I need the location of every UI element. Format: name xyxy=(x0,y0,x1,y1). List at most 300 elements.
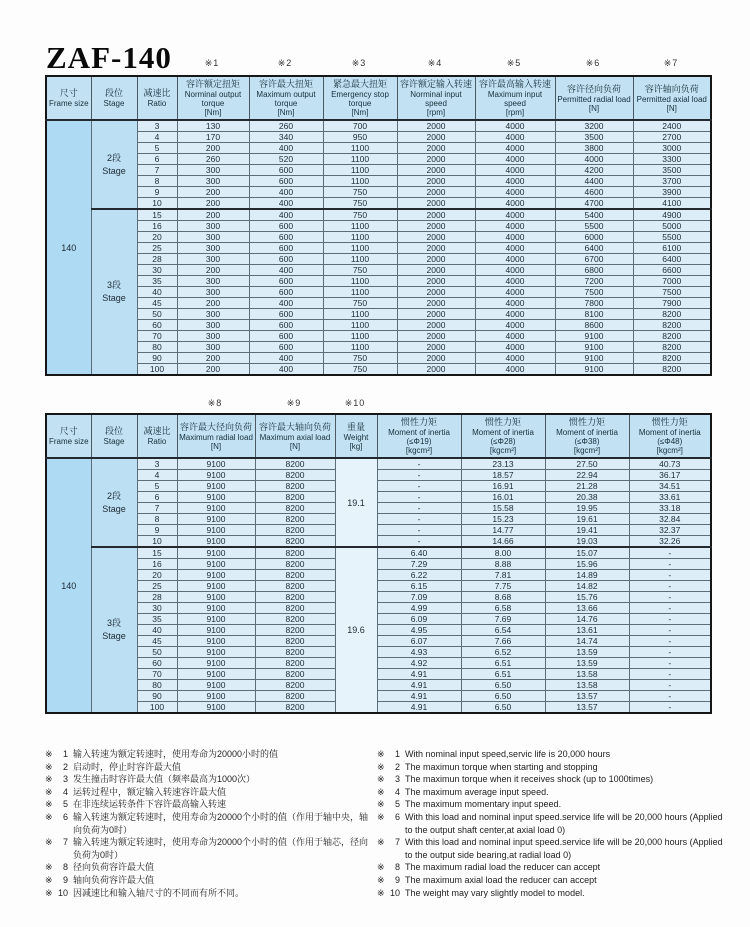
ratio-cell: 4 xyxy=(137,470,177,481)
ratio-cell: 5 xyxy=(137,143,177,154)
header-unit: [N] xyxy=(666,103,677,113)
ratio-cell: 10 xyxy=(137,536,177,548)
header-en: Moment of inertia xyxy=(388,428,450,437)
value-cell: 8200 xyxy=(255,492,335,503)
weight-cell: 19.1 xyxy=(335,458,377,547)
table-row xyxy=(46,514,711,525)
value-cell: 3800 xyxy=(555,143,633,154)
table-row xyxy=(46,243,711,254)
value-cell: 4000 xyxy=(475,265,555,276)
ref-symbol: ※ xyxy=(377,837,385,848)
table-row xyxy=(46,669,711,680)
ratio-cell: 90 xyxy=(137,353,177,364)
value-cell: 8200 xyxy=(255,559,335,570)
header-cn: 惯性力矩 xyxy=(651,417,688,427)
footnote xyxy=(377,773,725,786)
value-cell: 1100 xyxy=(323,309,397,320)
table-row xyxy=(46,458,711,470)
ratio-cell: 60 xyxy=(137,320,177,331)
ratio-cell: 70 xyxy=(137,669,177,680)
value-cell: 1100 xyxy=(323,143,397,154)
value-cell: 14.82 xyxy=(545,581,629,592)
value-cell: 8200 xyxy=(255,581,335,592)
value-cell: - xyxy=(629,603,711,614)
value-cell: 14.76 xyxy=(545,614,629,625)
value-cell: 8200 xyxy=(255,547,335,559)
value-cell: 520 xyxy=(249,154,323,165)
value-cell: 9100 xyxy=(177,536,255,548)
table-row xyxy=(46,287,711,298)
table-row xyxy=(46,198,711,210)
value-cell: 9100 xyxy=(555,342,633,353)
value-cell: 3500 xyxy=(633,165,711,176)
weight-cell: 19.6 xyxy=(335,547,377,713)
ratio-cell: 3 xyxy=(137,458,177,470)
value-cell: 9100 xyxy=(177,458,255,470)
footnote xyxy=(45,798,373,811)
header-en: Weight xyxy=(343,432,369,442)
table-row xyxy=(46,143,711,154)
ratio-cell: 40 xyxy=(137,287,177,298)
ref-symbol: ※ xyxy=(45,749,53,759)
column-header xyxy=(475,76,555,120)
value-cell: 8200 xyxy=(255,536,335,548)
value-cell: 6.40 xyxy=(377,547,461,559)
value-cell: 400 xyxy=(249,364,323,376)
value-cell: 200 xyxy=(177,143,249,154)
value-cell: 21.28 xyxy=(545,481,629,492)
value-cell: 600 xyxy=(249,309,323,320)
ref-symbol: ※ xyxy=(377,811,385,822)
header-row xyxy=(46,414,711,458)
header-diameter: (≤Φ38) xyxy=(574,437,600,446)
stage-cell xyxy=(91,209,137,375)
value-cell: - xyxy=(629,636,711,647)
value-cell: 2000 xyxy=(397,176,475,187)
value-cell: 14.77 xyxy=(461,525,545,536)
footnote xyxy=(45,773,373,786)
value-cell: 8200 xyxy=(255,603,335,614)
footnote-text: 径向负荷容许最大值 xyxy=(73,862,155,873)
value-cell: 6400 xyxy=(633,254,711,265)
ratio-cell: 60 xyxy=(137,658,177,669)
header-en: Ratio xyxy=(147,437,167,446)
value-cell: 15.76 xyxy=(545,592,629,603)
ratio-cell: 35 xyxy=(137,276,177,287)
header-cn: 尺寸 xyxy=(59,88,78,98)
value-cell: 9100 xyxy=(177,614,255,625)
value-cell: 2000 xyxy=(397,120,475,132)
header-en: Ratio xyxy=(147,99,167,108)
value-cell: 13.57 xyxy=(545,691,629,702)
table-row xyxy=(46,132,711,143)
value-cell: 7000 xyxy=(633,276,711,287)
ref-symbol: ※ xyxy=(45,761,53,772)
value-cell: 1100 xyxy=(323,331,397,342)
ref-mark: ※9 xyxy=(286,398,302,408)
header-unit: [N] xyxy=(210,441,222,451)
ratio-cell: 25 xyxy=(137,581,177,592)
footnote xyxy=(45,874,373,887)
value-cell: 2000 xyxy=(397,342,475,353)
value-cell: 9100 xyxy=(177,636,255,647)
value-cell: 4000 xyxy=(475,209,555,221)
value-cell: 200 xyxy=(177,353,249,364)
value-cell: - xyxy=(629,647,711,658)
value-cell: 8200 xyxy=(255,592,335,603)
value-cell: 7900 xyxy=(633,298,711,309)
ref-symbol: ※ xyxy=(377,887,385,898)
table-row xyxy=(46,276,711,287)
torque-speed-table xyxy=(45,75,712,376)
ratio-cell: 28 xyxy=(137,592,177,603)
header-cn: 容许轴向负荷 xyxy=(644,83,699,94)
ref-symbol: ※ xyxy=(45,786,53,797)
value-cell: 1100 xyxy=(323,154,397,165)
value-cell: - xyxy=(629,625,711,636)
column-header xyxy=(461,414,545,458)
table-row xyxy=(46,120,711,132)
table-row xyxy=(46,625,711,636)
footnote-number: 8 xyxy=(62,862,68,873)
ratio-cell: 25 xyxy=(137,243,177,254)
ref-mark: ※1 xyxy=(204,58,220,68)
footnote-text: The weight may vary slightly model to model. xyxy=(405,887,585,898)
frame-size-cell: 140 xyxy=(46,458,91,713)
ratio-cell: 16 xyxy=(137,221,177,232)
value-cell: 4000 xyxy=(475,342,555,353)
value-cell: 16.91 xyxy=(461,481,545,492)
value-cell: 7500 xyxy=(633,287,711,298)
value-cell: 8200 xyxy=(255,691,335,702)
value-cell: 2000 xyxy=(397,187,475,198)
value-cell: 3500 xyxy=(555,132,633,143)
value-cell: 600 xyxy=(249,176,323,187)
value-cell: 340 xyxy=(249,132,323,143)
header-cn: 容许额定输入转速 xyxy=(399,79,472,89)
value-cell: 600 xyxy=(249,232,323,243)
value-cell: 200 xyxy=(177,209,249,221)
footnote xyxy=(45,761,373,774)
ratio-cell: 28 xyxy=(137,254,177,265)
value-cell: 2000 xyxy=(397,209,475,221)
value-cell: 2000 xyxy=(397,309,475,320)
value-cell: 4000 xyxy=(475,309,555,320)
footnote xyxy=(377,798,725,811)
footnote xyxy=(45,748,373,761)
value-cell: 7.69 xyxy=(461,614,545,625)
footnote-number: 10 xyxy=(57,887,68,898)
footnote-text: 输入转速为额定转速时，使用寿命为20000个小时的值（作用于轴芯，径向负荷为0时） xyxy=(73,837,369,860)
value-cell: 4000 xyxy=(475,120,555,132)
footnote xyxy=(45,786,373,799)
ratio-cell: 100 xyxy=(137,702,177,714)
value-cell: 5000 xyxy=(633,221,711,232)
value-cell: 9100 xyxy=(177,470,255,481)
value-cell: 33.61 xyxy=(629,492,711,503)
value-cell: 19.03 xyxy=(545,536,629,548)
value-cell: - xyxy=(629,658,711,669)
value-cell: 300 xyxy=(177,243,249,254)
footnote xyxy=(45,811,373,836)
value-cell: 1100 xyxy=(323,176,397,187)
value-cell: 3000 xyxy=(633,143,711,154)
value-cell: 4000 xyxy=(475,232,555,243)
value-cell: 15.96 xyxy=(545,559,629,570)
footnote-number: 9 xyxy=(62,874,68,885)
page-title: ZAF-140 xyxy=(46,40,172,75)
column-header xyxy=(177,414,255,458)
footnote-text: 输入转速为额定转速时，使用寿命为20000小时的值 xyxy=(73,749,279,759)
footnote-text: 轴向负荷容许最大值 xyxy=(73,874,155,885)
footnote-text: The maximum average input speed. xyxy=(405,786,549,797)
header-cn: 减速比 xyxy=(143,426,171,436)
value-cell: 600 xyxy=(249,287,323,298)
column-header xyxy=(137,76,177,120)
header-cn: 尺寸 xyxy=(59,426,78,436)
footnote-number: 10 xyxy=(389,887,400,898)
value-cell: 6400 xyxy=(555,243,633,254)
value-cell: 7.29 xyxy=(377,559,461,570)
ratio-cell: 4 xyxy=(137,132,177,143)
value-cell: 7500 xyxy=(555,287,633,298)
header-cn: 减速比 xyxy=(143,88,171,98)
value-cell: - xyxy=(629,614,711,625)
value-cell: 3700 xyxy=(633,176,711,187)
ratio-cell: 9 xyxy=(137,187,177,198)
header-en: Permitted axial load xyxy=(636,94,707,104)
value-cell: 300 xyxy=(177,331,249,342)
value-cell: - xyxy=(629,570,711,581)
footnote-text: The maximum radial load the reducer can accept xyxy=(405,862,601,873)
value-cell: 9100 xyxy=(177,625,255,636)
value-cell: 7.66 xyxy=(461,636,545,647)
ref-mark: ※5 xyxy=(506,58,522,68)
value-cell: 8200 xyxy=(633,353,711,364)
footnote xyxy=(377,761,725,774)
value-cell: 4.99 xyxy=(377,603,461,614)
value-cell: 300 xyxy=(177,165,249,176)
value-cell: 4000 xyxy=(475,154,555,165)
value-cell: 200 xyxy=(177,198,249,210)
header-unit: [Nm] xyxy=(204,108,222,117)
value-cell: 9100 xyxy=(555,353,633,364)
ratio-cell: 45 xyxy=(137,298,177,309)
value-cell: 9100 xyxy=(555,331,633,342)
value-cell: 9100 xyxy=(177,514,255,525)
value-cell: 4000 xyxy=(475,298,555,309)
header-unit: [N] xyxy=(289,441,301,451)
stage-label-cn: 3段 xyxy=(106,618,121,628)
value-cell: 400 xyxy=(249,298,323,309)
table-row xyxy=(46,658,711,669)
value-cell: 32.26 xyxy=(629,536,711,548)
header-en: Permitted radial load xyxy=(557,94,631,104)
value-cell: 4000 xyxy=(475,353,555,364)
footnote-number: 3 xyxy=(394,774,400,785)
value-cell: 2000 xyxy=(397,143,475,154)
value-cell: 4100 xyxy=(633,198,711,210)
value-cell: 4000 xyxy=(475,143,555,154)
value-cell: 8200 xyxy=(255,658,335,669)
ref-symbol: ※ xyxy=(377,799,385,810)
table-row xyxy=(46,702,711,714)
ratio-cell: 7 xyxy=(137,503,177,514)
value-cell: 200 xyxy=(177,265,249,276)
value-cell: 9100 xyxy=(555,364,633,376)
value-cell: 5400 xyxy=(555,209,633,221)
footnote-text: With this load and nominal input speed.service life will be 20,000 hours (Applied to the output side bearing,at radial load 0) xyxy=(405,837,723,860)
footnote-text: The maximun torque when it receives shock (up to 1000times) xyxy=(405,774,654,785)
value-cell: 6.22 xyxy=(377,570,461,581)
value-cell: 8200 xyxy=(255,636,335,647)
ratio-cell: 8 xyxy=(137,514,177,525)
table-row xyxy=(46,503,711,514)
table-row xyxy=(46,187,711,198)
footnote-text: 在非连续运转条件下容许最高输入转速 xyxy=(73,799,227,810)
value-cell: 9100 xyxy=(177,570,255,581)
value-cell: 4.92 xyxy=(377,658,461,669)
table-row xyxy=(46,154,711,165)
column-header xyxy=(629,414,711,458)
value-cell: 6700 xyxy=(555,254,633,265)
value-cell: 130 xyxy=(177,120,249,132)
value-cell: 6.50 xyxy=(461,680,545,691)
value-cell: 7800 xyxy=(555,298,633,309)
value-cell: 2000 xyxy=(397,232,475,243)
table-row xyxy=(46,547,711,559)
ref-symbol: ※ xyxy=(377,874,385,885)
header-cn: 容许最大扭矩 xyxy=(258,79,313,89)
value-cell: 1100 xyxy=(323,221,397,232)
table-row xyxy=(46,209,711,221)
ref-symbol: ※ xyxy=(45,799,53,810)
header-cn: 容许最大轴向负荷 xyxy=(258,421,331,432)
header-en: Moment of inertia xyxy=(638,428,701,437)
column-header xyxy=(397,76,475,120)
table-row xyxy=(46,331,711,342)
value-cell: 6.54 xyxy=(461,625,545,636)
value-cell: 400 xyxy=(249,353,323,364)
value-cell: - xyxy=(377,525,461,536)
ratio-cell: 5 xyxy=(137,481,177,492)
ref-symbol: ※ xyxy=(45,774,53,785)
ratio-cell: 100 xyxy=(137,364,177,376)
load-inertia-table xyxy=(45,413,712,714)
table-row xyxy=(46,492,711,503)
stage-label-en: Stage xyxy=(102,503,126,514)
ratio-cell: 70 xyxy=(137,331,177,342)
value-cell: 8200 xyxy=(255,614,335,625)
value-cell: 2400 xyxy=(633,120,711,132)
value-cell: 14.89 xyxy=(545,570,629,581)
ratio-cell: 35 xyxy=(137,614,177,625)
value-cell: 8200 xyxy=(255,647,335,658)
header-en: Moment of inertia xyxy=(556,428,618,437)
value-cell: 300 xyxy=(177,221,249,232)
header-unit: [kgcm²] xyxy=(573,446,601,455)
table-row xyxy=(46,559,711,570)
ratio-cell: 15 xyxy=(137,209,177,221)
footnote-text: 启动时，停止时容许最大值 xyxy=(73,761,182,772)
value-cell: 4.95 xyxy=(377,625,461,636)
value-cell: 400 xyxy=(249,265,323,276)
header-en: Stage xyxy=(103,437,125,446)
ref-symbol: ※ xyxy=(377,761,385,772)
footnote-number: 3 xyxy=(62,774,68,785)
value-cell: 9100 xyxy=(177,481,255,492)
ratio-cell: 3 xyxy=(137,120,177,132)
value-cell: 600 xyxy=(249,254,323,265)
value-cell: 8.68 xyxy=(461,592,545,603)
value-cell: 2000 xyxy=(397,353,475,364)
value-cell: 3900 xyxy=(633,187,711,198)
value-cell: 9100 xyxy=(177,680,255,691)
value-cell: 750 xyxy=(323,364,397,376)
column-header xyxy=(91,76,137,120)
table2-body xyxy=(46,458,711,713)
value-cell: 2000 xyxy=(397,320,475,331)
value-cell: 2000 xyxy=(397,364,475,376)
value-cell: - xyxy=(629,680,711,691)
value-cell: 6800 xyxy=(555,265,633,276)
ref-symbol: ※ xyxy=(45,874,53,885)
value-cell: 8600 xyxy=(555,320,633,331)
value-cell: - xyxy=(629,559,711,570)
value-cell: 950 xyxy=(323,132,397,143)
table-row xyxy=(46,342,711,353)
value-cell: 15.07 xyxy=(545,547,629,559)
footnote-number: 4 xyxy=(394,786,400,797)
value-cell: 1100 xyxy=(323,243,397,254)
value-cell: 9100 xyxy=(177,492,255,503)
value-cell: 1100 xyxy=(323,320,397,331)
ref-symbol: ※ xyxy=(45,887,53,898)
footnote-text: 运转过程中，额定输入转速容许最大值 xyxy=(73,786,227,797)
ref-symbol: ※ xyxy=(377,774,385,785)
frame-size-cell: 140 xyxy=(46,120,91,375)
value-cell: 32.84 xyxy=(629,514,711,525)
footnote-text: With this load and nominal input speed.service life will be 20,000 hours (Applied to the output shaft center,at axial load 0) xyxy=(405,811,723,835)
value-cell: 8200 xyxy=(633,342,711,353)
value-cell: 9100 xyxy=(177,669,255,680)
value-cell: 14.66 xyxy=(461,536,545,548)
value-cell: 13.59 xyxy=(545,647,629,658)
stage-label-en: Stage xyxy=(102,293,126,303)
load-inertia-table-wrap xyxy=(45,413,712,714)
value-cell: 13.66 xyxy=(545,603,629,614)
column-header xyxy=(46,414,91,458)
value-cell: 4000 xyxy=(475,276,555,287)
value-cell: 13.57 xyxy=(545,702,629,714)
header-unit: [kg] xyxy=(349,441,363,451)
header-unit: [kgcm²] xyxy=(405,446,433,455)
header-cn: 惯性力矩 xyxy=(568,417,605,427)
header-cn: 容许最大径向负荷 xyxy=(179,421,252,432)
footnote-number: 7 xyxy=(394,837,400,848)
stage-label-cn: 2段 xyxy=(106,152,121,163)
table-row xyxy=(46,165,711,176)
value-cell: 8200 xyxy=(633,364,711,376)
column-header xyxy=(177,76,249,120)
value-cell: 6.51 xyxy=(461,658,545,669)
table-row xyxy=(46,176,711,187)
ref-mark: ※7 xyxy=(663,58,679,68)
ref-mark: ※2 xyxy=(277,58,293,68)
value-cell: 8200 xyxy=(255,514,335,525)
footnote xyxy=(45,861,373,874)
value-cell: 300 xyxy=(177,254,249,265)
